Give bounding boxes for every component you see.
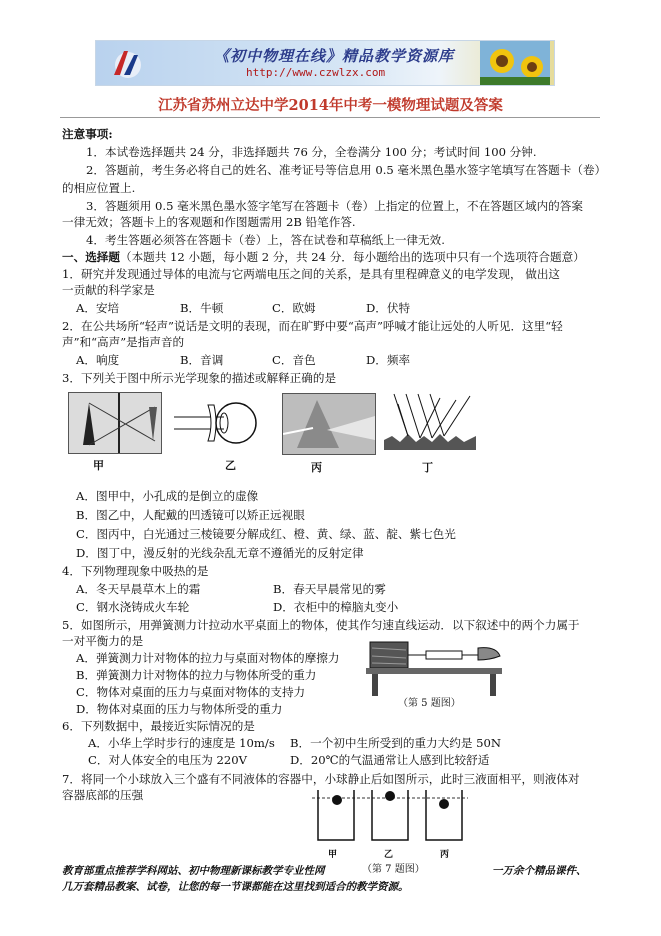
q1-option-a: A．安培 <box>76 301 120 315</box>
footer-line-1a: 教育部重点推荐学科网站、初中物理新课标教学专业性网 <box>62 865 325 877</box>
q6-option-b: B．一个初中生所受到的重力大约是 50N <box>290 736 502 750</box>
q2-option-c: C．音色 <box>272 353 316 367</box>
title-rule <box>60 117 600 118</box>
q1-option-c: C．欧姆 <box>272 301 316 315</box>
section-label: 一、选择题 <box>62 250 120 264</box>
pinhole-figure <box>68 392 162 454</box>
q1-option-d: D．伏特 <box>366 301 411 315</box>
q3-option-c: C．图丙中，白光通过三棱镜要分解成红、橙、黄、绿、蓝、靛、紫七色光 <box>76 527 456 541</box>
fig-label-ding: 丁 <box>422 461 433 474</box>
prism-figure <box>282 393 376 455</box>
fig-label-yi: 乙 <box>225 459 236 472</box>
q7-stem-1: 7．将同一个小球放入三个盛有不同液体的容器中，小球静止后如图所示，此时三液面相平，则液体对 <box>62 772 580 786</box>
q7-label-bing: 丙 <box>440 850 450 860</box>
eye-lens-figure <box>174 395 262 451</box>
q1-stem-1: 1．研究并发现通过导体的电流与它两端电压之间的关系，是具有里程碑意义的电学发现， 做出这 <box>62 267 561 281</box>
q7-fig-caption: （第 7 题图） <box>362 864 425 875</box>
q6-option-d: D．20℃的气温通常让人感到比较舒适 <box>290 753 490 767</box>
q3-stem: 3．下列关于图中所示光学现象的描述或解释正确的是 <box>62 371 337 385</box>
spring-scale-figure <box>366 636 502 698</box>
q7-label-yi: 乙 <box>384 850 394 860</box>
q5-option-c: C．物体对桌面的压力与桌面对物体的支持力 <box>76 685 306 699</box>
q5-stem-2: 一对平衡力的是 <box>62 634 144 648</box>
section-desc: （本题共 12 小题，每小题 2 分，共 24 分．每小题给出的选项中只有一个选项符合题意） <box>119 250 585 264</box>
notice-line-2: 2．答题前，考生务必将自己的姓名、准考证号等信息用 0.5 毫米黑色墨水签字笔填写在答题卡（卷） <box>86 163 607 177</box>
notice-line-1: 1．本试卷选择题共 24 分，非选择题共 76 分，全卷满分 100 分；考试时间 100 分钟. <box>86 145 537 159</box>
q3-option-d: D．图丁中，漫反射的光线杂乱无章不遵循光的反射定律 <box>76 546 364 560</box>
containers-figure <box>310 788 470 844</box>
q2-option-d: D．频率 <box>366 353 411 367</box>
footer-line-2: 几万套精品教案、试卷，让您的每一节课都能在这里找到适合的教学资源。 <box>62 881 409 893</box>
q7-stem-2: 容器底部的压强 <box>62 788 144 802</box>
q4-option-a: A．冬天早晨草木上的霜 <box>76 582 201 596</box>
q4-option-b: B．春天早晨常见的雾 <box>273 582 386 596</box>
q2-option-a: A．响度 <box>76 353 120 367</box>
q5-stem-1: 5．如图所示，用弹簧测力计拉动水平桌面上的物体，使其作匀速直线运动．以下叙述中的两个力属于 <box>62 618 580 632</box>
notice-line-3: 3．答题须用 0.5 毫米黑色墨水签字笔写在答题卡（卷）上指定的位置上，不在答题区域内的答案 <box>86 199 583 213</box>
q5-fig-caption: （第 5 题图） <box>398 698 461 709</box>
diffuse-reflection-figure <box>384 390 476 450</box>
q4-option-d: D．衣柜中的樟脑丸变小 <box>273 600 399 614</box>
notice-line-4: 4．考生答题必须答在答题卡（卷）上，答在试卷和草稿纸上一律无效. <box>86 233 445 247</box>
q1-stem-2: 一贡献的科学家是 <box>62 283 155 297</box>
q4-option-c: C．钢水浇铸成火车轮 <box>76 600 190 614</box>
q6-option-a: A．小华上学时步行的速度是 10m/s <box>88 736 275 750</box>
q1-option-b: B．牛顿 <box>180 301 224 315</box>
q3-option-a: A．图甲中，小孔成的是倒立的虚像 <box>76 489 259 503</box>
notice-line-3b: 一律无效；答题卡上的客观题和作图题需用 2B 铅笔作答. <box>62 215 356 229</box>
document-title: 江苏省苏州立达中学2014年中考一模物理试题及答案 <box>158 97 503 114</box>
section-heading <box>62 249 585 265</box>
q6-option-c: C．对人体安全的电压为 220V <box>88 753 247 767</box>
q4-stem: 4．下列物理现象中吸热的是 <box>62 564 209 578</box>
q5-option-d: D．物体对桌面的压力与物体所受的重力 <box>76 702 283 716</box>
q2-stem-1: 2．在公共场所“轻声”说话是文明的表现，而在旷野中要“高声”呼喊才能让远处的人听见．这里“轻 <box>62 319 563 333</box>
banner-title: 《初中物理在线》精品教学资源库 <box>214 47 455 65</box>
notice-heading: 注意事项: <box>62 127 113 141</box>
q7-label-jia: 甲 <box>328 850 338 860</box>
site-logo <box>106 45 146 81</box>
q5-option-b: B．弹簧测力计对物体的拉力与物体所受的重力 <box>76 668 317 682</box>
q5-option-a: A．弹簧测力计对物体的拉力与桌面对物体的摩擦力 <box>76 651 340 665</box>
fig-label-bing: 丙 <box>311 461 322 474</box>
q2-option-b: B．音调 <box>180 353 224 367</box>
sunflower-image <box>480 41 550 85</box>
notice-line-2b: 的相应位置上. <box>62 181 136 195</box>
q2-stem-2: 声”和“高声”是指声音的 <box>62 335 185 349</box>
footer-line-1b: 一万余个精品课件、 <box>492 865 587 877</box>
q6-stem: 6．下列数据中，最接近实际情况的是 <box>62 719 255 733</box>
q3-option-b: B．图乙中，人配戴的凹透镜可以矫正远视眼 <box>76 508 305 522</box>
banner-url[interactable]: http://www.czwlzx.com <box>246 66 386 79</box>
fig-label-jia: 甲 <box>93 459 104 472</box>
site-banner <box>95 40 555 86</box>
